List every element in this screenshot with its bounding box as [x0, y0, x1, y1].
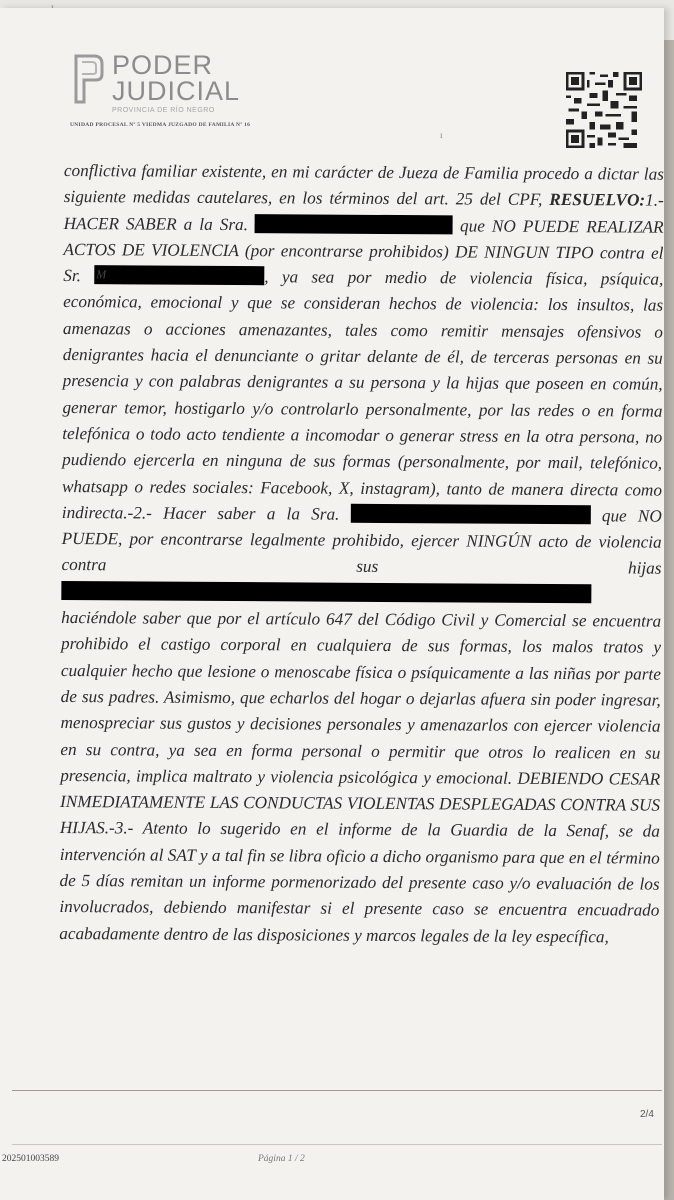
- judicial-emblem-icon: [72, 52, 106, 108]
- redaction-initial: M: [96, 267, 107, 282]
- pagina-label: Página 1 / 2: [258, 1154, 305, 1164]
- court-unit-label: UNIDAD PROCESAL Nº 5 VIEDMA JUZGADO DE FAMILIA Nº 16: [70, 122, 251, 128]
- document-number: 202501003589: [2, 1154, 59, 1164]
- text-segment: haciéndole saber que por el artículo 647 del Código Civil y Comercial se encuentra prohibido el castigo corporal en cualquiera de sus formas, los malos tratos y cualquier hecho que lesione o menoscabe física o psíquicamente a las niñas por parte de sus padres. Asimismo, que echarlos del hogar o dejarlas afuera sin poder ingresar, menospreciar sus gustos y decisiones personales y amenazarlos con ejercer violencia en su contra, ya sea en forma personal o permitir que otros lo realicen en su presencia, implica maltrato y violencia psicológica y emocional. DEBIENDO CESAR INMEDIATAMENTE LAS CONDUCTAS VIOLENTAS DESPLEGADAS CONTRA SUS HIJAS.-3.- Atento lo sugerido en el informe de la Guardia de la Senaf, se da intervención al SAT y a tal fin se libra oficio a dicho organismo para que en el término de 5 días remitan un informe pormenorizado del presente caso y/o evaluación de los involucrados, debiendo manifestar si el presente caso se encuentra encuadrado acabadamente dentro de las disposiciones y marcos legales de la ley específica,: [59, 608, 662, 946]
- resuelvo-heading: RESUELVO:: [549, 190, 646, 210]
- page-number: 2/4: [640, 1109, 654, 1120]
- text-segment: que NO PUEDE, por encontrarse legalmente prohibido, ejercer NINGÚN acto de violencia contra sus hijas: [61, 506, 662, 579]
- qr-code: [563, 72, 645, 148]
- redacted-names: [61, 581, 591, 603]
- logo-text-province: PROVINCIA DE RÍO NEGRO: [112, 107, 215, 114]
- document-page: [0, 8, 664, 1200]
- resolution-body: [59, 158, 664, 951]
- margin-mark: ı: [440, 130, 443, 140]
- poder-judicial-logo: [72, 48, 242, 118]
- text-segment: 1.- HACER SABER a la Sra.: [63, 190, 664, 234]
- resolution-paragraph: [59, 158, 664, 951]
- footer-divider: [12, 1090, 662, 1091]
- page-fold-line: [12, 1144, 662, 1145]
- text-segment: que NO PUEDE REALIZAR ACTOS DE VIOLENCIA (por encontrarse prohibidos) DE NINGUN TIPO contra el Sr.: [63, 216, 664, 286]
- redacted-name: [255, 214, 453, 234]
- redacted-name: [351, 504, 591, 524]
- text-segment: , ya sea por medio de violencia física, psíquica, económica, emocional y que se consideran hechos de violencia: los insultos, las amenazas o acciones amenazantes, tales como remitir mensajes ofensivos o denigrantes hacia el denunciante o gritar delante de él, de terceras personas en su presencia y con palabras denigrantes a su persona y la hijas que poseen en común, generar temor, hostigarlo y/o controlarlo personalmente, por las redes o en forma telefónica o todo acto tendiente a incomodar o generar stress en la otra persona, no pudiendo ejercerla en ninguna de sus formas (personalmente, por mail, telefónico, whatsapp o redes sociales: Facebook, X, instagram), tanto de manera directa como indirecta.-2.- Hacer saber a la Sra.: [61, 267, 664, 524]
- redacted-name: [94, 265, 264, 285]
- logo-text-judicial: JUDICIAL: [112, 76, 241, 106]
- text-segment: conflictiva familiar existente, en mi carácter de Jueza de Familia procedo a dictar las siguiente medidas cautelares, en los términos del art. 25 del CPF,: [63, 160, 664, 210]
- logo-text-poder: PODER: [112, 50, 214, 80]
